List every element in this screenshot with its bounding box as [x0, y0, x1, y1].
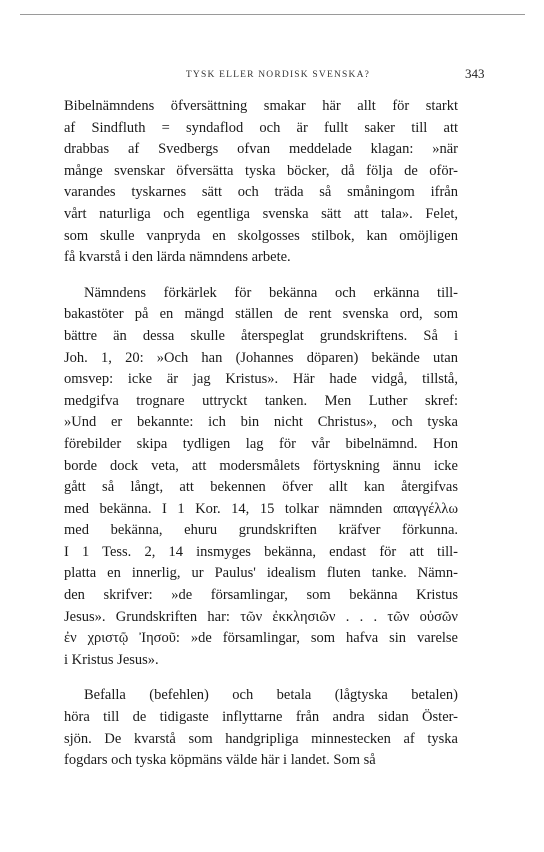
- text-line: bakastöter på en mängd ställen de rent svenska ord, som: [64, 306, 458, 323]
- text-line: i Kristus Jesus».: [64, 651, 159, 668]
- text-line: som skulle vanpryda en skolgosses stilbok, kan omöjligen: [64, 227, 458, 244]
- text-line: gått så långt, att bekennen öfver allt kan återgifvas: [64, 479, 458, 496]
- text-line: I 1 Tess. 2, 14 insmyges bekänna, endast för att till-: [64, 543, 458, 560]
- page-number: 343: [465, 66, 485, 81]
- text-line: borde dock veta, att modersmålets förtyskning ännu icke: [64, 457, 458, 474]
- text-line: med bekänna. I 1 Kor. 14, 15 tolkar nämnden απαγγέλλω: [64, 500, 458, 517]
- text-line: den skrifver: »de församlingar, som bekänna Kristus: [64, 587, 458, 604]
- text-line: Joh. 1, 20: »Och han (Johannes döparen) bekände utan: [64, 349, 458, 366]
- text-line: Jesus». Grundskriften har: τῶν ἐκκλησιῶν . . . τῶν οὐσῶν: [64, 608, 458, 625]
- text-line: »Und er bekannte: ich bin nicht Christus», och tyska: [64, 414, 458, 431]
- text-line: af Sindfluth = syndaflod och är fullt saker till att: [64, 119, 458, 136]
- body-text: [64, 96, 458, 772]
- text-line: medgifva trognare uttryckt tanken. Men Luther skref:: [64, 392, 458, 409]
- text-line: med bekänna, ehuru grundskriften kräfver förkunna.: [64, 522, 458, 539]
- text-line: fogdars och tyska köpmäns välde här i landet. Som så: [64, 752, 376, 769]
- paragraph-gap: [64, 671, 458, 685]
- text-line: Bibelnämndens öfversättning smakar här allt för starkt: [64, 98, 458, 114]
- text-line: månge svenskar öfversätta tyska böcker, då följa de oför-: [64, 162, 458, 179]
- text-line: förebilder skipa tydligen lag för vår bibelnämnd. Hon: [64, 435, 458, 452]
- text-line: Befalla (befehlen) och betala (lågtyska betalen): [84, 687, 458, 704]
- top-rule: [20, 14, 525, 15]
- running-header: TYSK ELLER NORDISK SVENSKA?: [185, 70, 371, 80]
- text-line: platta en innerlig, ur Paulus' idealism fluten tanke. Nämn-: [64, 565, 458, 582]
- text-line: varandes tyskarnes sätt och träda så småningom ifrån: [64, 184, 458, 201]
- text-line: vårt naturliga och egentliga svenska sätt att tala». Felet,: [64, 205, 458, 222]
- text-line: bättre än dessa skulle återspeglat grundskriftens. Så i: [64, 327, 458, 344]
- text-line: drabbas af Svedbergs ofvan meddelade klagan: »när: [64, 141, 458, 158]
- text-line: sjön. De kvarstå som handgripliga minnestecken af tyska: [64, 730, 458, 747]
- text-line: få kvarstå i den lärda nämndens arbete.: [64, 249, 291, 266]
- paragraph-gap: [64, 269, 458, 283]
- text-line: höra till de tidigaste inflyttarne från andra sidan Öster-: [64, 709, 458, 726]
- text-line: omsvep: icke är jag Kristus». Här hade vidgå, tillstå,: [64, 371, 458, 388]
- text-line: ἐν χριστῷ Ἰησοῦ: »de församlingar, som hafva sin varelse: [64, 630, 458, 647]
- text-line: Nämndens förkärlek för bekänna och erkänna till-: [84, 284, 458, 301]
